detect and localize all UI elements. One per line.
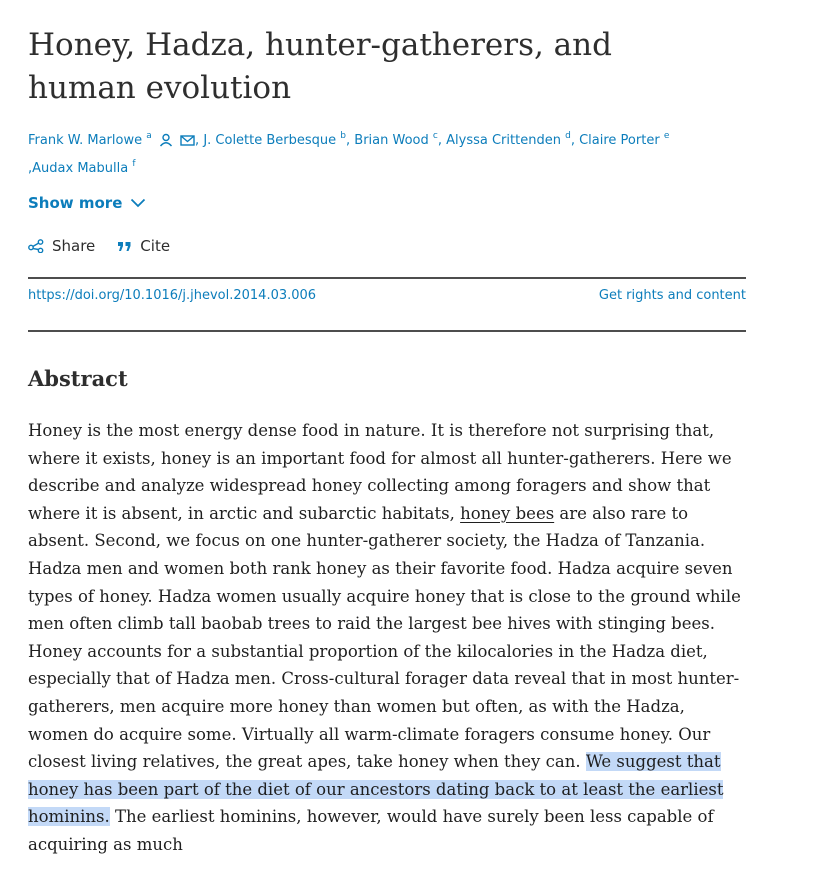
author-link[interactable]: Brian Wood $^c$ <box>354 131 438 148</box>
doi-link[interactable]: https://doi.org/10.1016/j.jhevol.2014.03.006 <box>28 288 317 303</box>
cite-button[interactable] <box>117 237 170 255</box>
show-more-button[interactable] <box>28 194 146 212</box>
cite-label: Cite <box>140 237 171 255</box>
author-link[interactable]: Claire Porter $^e$ <box>579 131 670 148</box>
get-rights-link[interactable]: Get rights and content <box>598 288 746 303</box>
abstract-text: Honey is the most energy dense food in nature. It is therefore not surprising that, where it exists, honey is an important food for almost all hunter-gatherers. Here we describe and analyze widespread honey collecting among foragers and show that where it is absent, in arctic and subarctic habitats, honey bees are also rare to absent. Second, we focus on one hunter-gatherer society, the Hadza of Tanzania. Hadza men and women both rank honey as their favorite food. Hadza acquire seven types of honey. Hadza women usually acquire honey that is close to the ground while men often climb tall baobab trees to raid the largest bee hives with stinging bees. Honey accounts for a substantial proportion of the kilocalories in the Hadza diet, especially that of Hadza men. Cross-cultural forager data reveal that in most hunter-gatherers, men acquire more honey than women but often, as with the Hadza, women do acquire some. Virtually all warm-climate foragers consume honey. Our closest living relatives, the great apes, take honey when they can. We suggest that honey has been part of the diet of our ancestors dating back to at least the earliest hominins. The earliest hominins, however, would have surely been less capable of acquiring as much <box>28 421 741 854</box>
show-more-label: Show more <box>28 194 123 212</box>
person-icon[interactable] <box>159 131 173 156</box>
topic-link-honey-bees[interactable]: honey bees <box>460 503 555 523</box>
author-link[interactable]: Frank W. Marlowe $^a$ <box>28 131 152 148</box>
article-title: Honey, Hadza, hunter-gatherers, and human evolution <box>28 27 612 106</box>
author-link[interactable]: J. Colette Berbesque $^b$ <box>203 131 347 148</box>
highlighted-text: We suggest that honey has been part of the diet of our ancestors dating back to at least the earliest hominins. <box>28 752 724 827</box>
quote-icon <box>117 240 132 252</box>
author-link[interactable]: Alyssa Crittenden $^d$ <box>446 131 571 148</box>
author-list: Frank W. Marlowe $^a$ , J. Colette Berbesque $^b$, Brian Wood $^c$, Alyssa Crittenden $^d$, Claire Porter $^e$ ,Audax Mabulla $^f$ <box>28 131 670 176</box>
abstract-heading: Abstract <box>28 366 128 391</box>
article-actions <box>28 237 192 255</box>
share-icon <box>28 239 44 253</box>
share-label: Share <box>52 237 96 255</box>
chevron-down-icon <box>130 198 146 208</box>
email-icon[interactable] <box>180 131 195 156</box>
share-button[interactable] <box>28 237 95 255</box>
divider <box>28 330 746 332</box>
divider <box>28 277 746 279</box>
doi-row <box>28 288 746 303</box>
author-link[interactable]: Audax Mabulla $^f$ <box>32 159 136 176</box>
